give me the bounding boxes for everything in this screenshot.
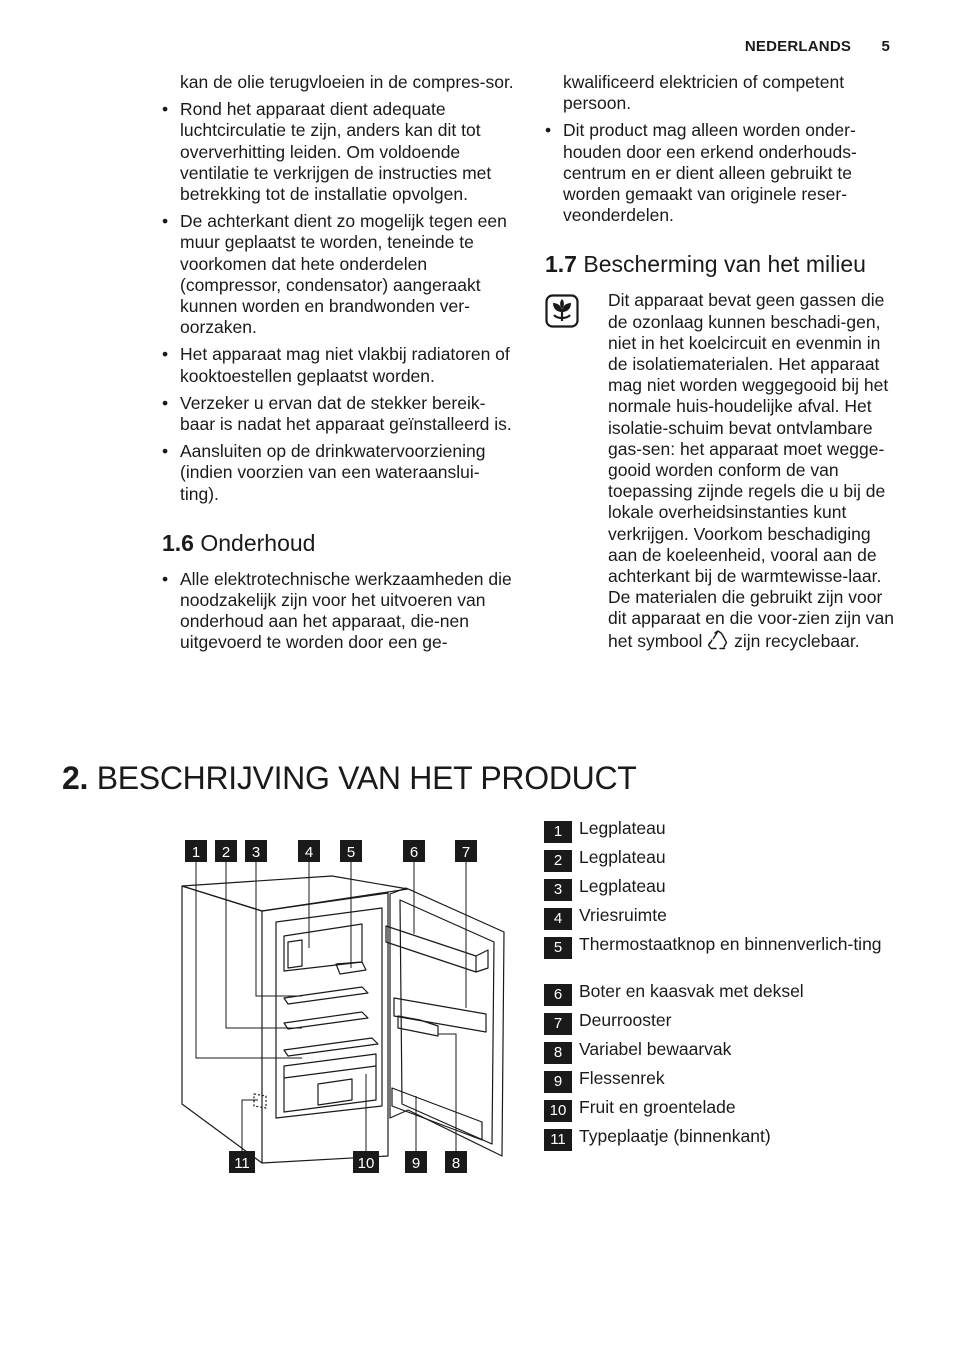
callouts-bottom: [229, 1151, 467, 1173]
right-column: [545, 72, 900, 652]
list-item: [544, 847, 904, 876]
legend-label: Legplateau: [579, 818, 666, 838]
list-item: • Alle elektrotechnische werkzaamheden die noodzakelijk zijn voor het uitvoeren van onderhoud aan het apparaat, die-nen uitgevoerd te worden door een ge-: [162, 569, 517, 654]
section-heading-1-7: [545, 250, 900, 278]
environment-text-main: Dit apparaat bevat geen gassen die de ozonlaag kunnen beschadi-gen, niet in het koelcircuit en evenmin in de isolatiematerialen. Het apparaat mag niet worden weggegooid bij het normale huis-houdelijke afval. Het isolatie-schuim bevat ontvlambare gas-sen: het apparaat moet wegge-gooid worden conform de van toepassing zijnde regels die u bij de lokale overheidsinstanties kunt verkrijgen. Voorkom beschadiging aan de koeleenheid, vooral aan de achterkant bij de warmtewisse-laar. De materialen die gebruikt zijn voor dit apparaat en die voor-zien zijn van het symbool: [608, 290, 895, 651]
legend-label: Legplateau: [579, 847, 666, 867]
svg-text:9: 9: [411, 1155, 421, 1172]
fridge-diagram: [176, 838, 512, 1178]
section-title: Onderhoud: [200, 529, 316, 556]
svg-text:6: 6: [409, 844, 419, 861]
legend-label: Boter en kaasvak met deksel: [579, 981, 804, 1001]
legend-number: 11: [544, 1129, 572, 1151]
door-rack: [394, 998, 486, 1032]
svg-text:8: 8: [451, 1155, 461, 1172]
legend-label: Legplateau: [579, 876, 666, 896]
section-number: 1.6: [162, 529, 194, 556]
right-bullet-list: [545, 120, 900, 226]
list-item: [544, 818, 904, 847]
legend-number: 1: [544, 821, 572, 843]
legend-label: Fruit en groentelade: [579, 1097, 736, 1117]
callout-1: [185, 840, 207, 862]
svg-text:4: 4: [304, 844, 314, 861]
legend-number: 3: [544, 879, 572, 901]
legend-number: 5: [544, 937, 572, 959]
svg-text:10: 10: [357, 1155, 375, 1172]
header-language: NEDERLANDS: [744, 38, 852, 55]
section-heading-1-6: [162, 529, 517, 557]
svg-text:5: 5: [346, 844, 356, 861]
left-continuation: kan de olie terugvloeien in de compres-sor.: [180, 72, 514, 92]
eco-leaf-icon: [545, 294, 579, 328]
legend-label: Flessenrek: [579, 1068, 665, 1088]
rating-plate: [254, 1094, 266, 1108]
shelf-1: [284, 1038, 378, 1056]
left-bullet-list: [162, 99, 517, 505]
maintenance-bullet-list: [162, 569, 517, 654]
environment-text: [608, 290, 900, 651]
legend-number: 10: [544, 1100, 572, 1122]
shelf-2: [284, 1012, 368, 1029]
section-title: Bescherming van het milieu: [583, 251, 866, 278]
right-continuation: kwalificeerd elektricien of competent persoon.: [563, 72, 845, 114]
page-header: [745, 38, 890, 55]
callout-3: [245, 840, 267, 862]
list-item: [544, 1068, 904, 1097]
svg-text:1: 1: [191, 844, 201, 861]
list-item: • De achterkant dient zo mogelijk tegen een muur geplaatst te worden, teneinde te voorkomen dat hete onderdelen (compressor, condensator) aangeraakt kunnen worden en brandwonden ver-oorzaken.: [162, 211, 517, 338]
list-item: [544, 876, 904, 905]
bottle-rack: [392, 1088, 482, 1140]
cabinet-left-side: [182, 886, 262, 1163]
recycle-icon: [707, 630, 729, 650]
legend-label: Vriesruimte: [579, 905, 667, 925]
callout-5: [340, 840, 362, 862]
list-item: [544, 1097, 904, 1126]
environment-text-end: zijn recyclebaar.: [734, 630, 860, 651]
callout-6: [403, 840, 425, 862]
page-number: 5: [881, 38, 890, 55]
list-item: • Aansluiten op de drinkwatervoorziening (indien voorzien van een wateraanslui-ting).: [162, 441, 517, 505]
callout-7: [455, 840, 477, 862]
list-item: • Dit product mag alleen worden onder-houden door een erkend onderhouds-centrum en er dient alleen gebruikt te worden gemaakt van originele reser-veonderdelen.: [545, 120, 900, 226]
list-item: [544, 1039, 904, 1068]
section-number: 2.: [62, 760, 89, 796]
legend-number: 9: [544, 1071, 572, 1093]
legend-label: Deurrooster: [579, 1010, 672, 1030]
callout-4: [298, 840, 320, 862]
svg-text:11: 11: [234, 1155, 250, 1172]
list-item: [544, 934, 904, 981]
callout-2: [215, 840, 237, 862]
variable-compartment: [398, 1016, 438, 1036]
freezer-compartment: [284, 924, 362, 971]
list-item: • Verzeker u ervan dat de stekker bereik-baar is nadat het apparaat geïnstalleerd is.: [162, 393, 517, 435]
list-item: • Rond het apparaat dient adequate luchtcirculatie te zijn, anders kan dit tot oververhitting leiden. Om voldoende ventilatie te verkrijgen de instructies met betrekking tot de installatie opvolgen.: [162, 99, 517, 205]
legend-label: Variabel bewaarvak: [579, 1039, 732, 1059]
section-heading-2: [62, 760, 637, 797]
legend-number: 8: [544, 1042, 572, 1064]
butter-compartment: [386, 926, 476, 972]
svg-text:2: 2: [221, 844, 231, 861]
legend-label: Thermostaatknop en binnenverlich-ting: [579, 934, 882, 954]
list-item: [544, 905, 904, 934]
list-item: [544, 1126, 904, 1155]
legend-number: 6: [544, 984, 572, 1006]
environment-note: [545, 290, 900, 651]
parts-legend: [544, 818, 904, 1155]
list-item: • Het apparaat mag niet vlakbij radiatoren of kooktoestellen geplaatst worden.: [162, 344, 517, 386]
legend-label: Typeplaatje (binnenkant): [579, 1126, 771, 1146]
svg-text:7: 7: [461, 844, 471, 861]
legend-number: 7: [544, 1013, 572, 1035]
svg-text:3: 3: [251, 844, 261, 861]
legend-number: 2: [544, 850, 572, 872]
legend-number: 4: [544, 908, 572, 930]
fridge-door: [390, 888, 504, 1156]
callout-9: [405, 1151, 427, 1173]
section-number: 1.7: [545, 251, 577, 278]
list-item: [544, 1010, 904, 1039]
callout-11: [229, 1151, 255, 1173]
left-column: [162, 72, 517, 660]
section-title: BESCHRIJVING VAN HET PRODUCT: [96, 760, 637, 796]
callout-10: [353, 1151, 379, 1173]
callout-8: [445, 1151, 467, 1173]
callouts-top: [185, 840, 477, 862]
list-item: [544, 981, 904, 1010]
